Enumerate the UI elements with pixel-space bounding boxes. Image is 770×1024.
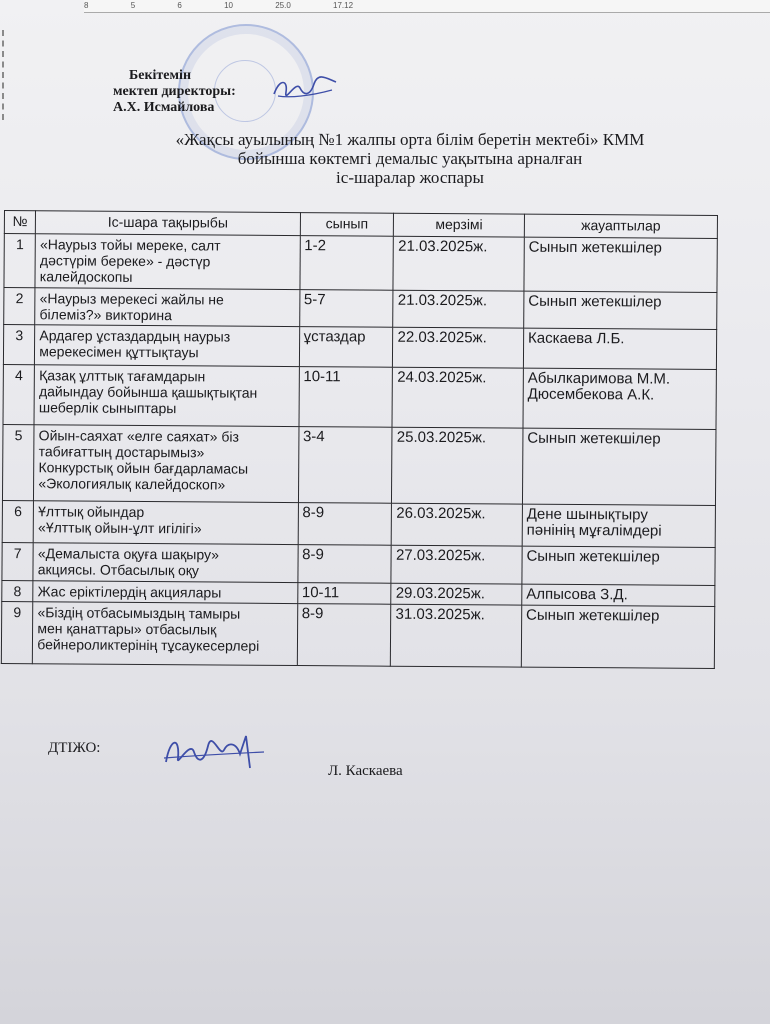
- topic-line: дәстүрім береке» - дәстүр: [39, 252, 211, 270]
- approval-position: мектеп директоры:: [113, 84, 236, 99]
- topic-line: Ұлттық ойындар: [38, 503, 145, 520]
- topic-line: шеберлік сыныптары: [38, 399, 177, 417]
- topic-line: «Наурыз тойы мереке, салт: [39, 236, 221, 254]
- topic-line: калейдоскопы: [39, 268, 133, 285]
- row-date: 26.03.2025ж.: [392, 503, 523, 546]
- table-body: [1, 234, 717, 669]
- responsible-line: Абылкаримова М.М.: [527, 369, 671, 388]
- row-class: 8-9: [298, 503, 392, 546]
- row-topic: [33, 602, 298, 666]
- strip-cell: 17.12: [333, 1, 354, 10]
- topic-line: акциясы. Отбасылық оқу: [37, 561, 200, 579]
- row-topic: [35, 325, 300, 367]
- row-number: 9: [1, 601, 33, 663]
- responsible-line: Алпысова З.Д.: [526, 585, 628, 604]
- topic-line: «Демалыста оқуға шақыру»: [37, 545, 220, 563]
- row-number: 2: [4, 288, 36, 325]
- responsible-line: Каскаева Л.Б.: [527, 329, 625, 348]
- responsible-line: Дюсембекова А.К.: [527, 385, 655, 404]
- underlying-page-strip: [84, 0, 770, 13]
- row-class: 5-7: [299, 290, 393, 328]
- row-date: 22.03.2025ж.: [393, 327, 524, 368]
- director-signature: [270, 74, 340, 102]
- row-class: 8-9: [297, 604, 391, 667]
- row-topic: [35, 288, 300, 327]
- row-date: 31.03.2025ж.: [391, 604, 522, 667]
- events-plan-table: [1, 210, 718, 669]
- table-row: [2, 542, 715, 585]
- responsible-line: Сынып жетекшілер: [528, 292, 662, 311]
- row-topic: [35, 234, 300, 290]
- title-line: бойынша көктемгі демалыс уақытына арналған: [237, 149, 583, 168]
- topic-line: дайындау бойынша қашықтықтан: [38, 383, 258, 401]
- strip-cell: 25.0: [275, 1, 291, 10]
- responsible-line: пәнінің мұғалімдері: [526, 521, 662, 540]
- column-header-class: сынып: [300, 213, 394, 237]
- responsible-line: Сынып жетекшілер: [526, 547, 660, 566]
- title-line: «Жақсы ауылының №1 жалпы орта білім беретін мектебі» КММ: [175, 130, 645, 149]
- strip-cell: 8: [84, 1, 89, 10]
- topic-line: бейнероликтерінің тұсаукесерлері: [37, 636, 260, 654]
- row-responsible: [524, 291, 717, 329]
- approval-name: А.Х. Исмайлова: [113, 100, 215, 115]
- row-class: 8-9: [297, 545, 391, 584]
- document-title: [90, 130, 730, 187]
- row-date: 27.03.2025ж.: [391, 545, 522, 584]
- row-class: 10-11: [297, 583, 391, 605]
- row-number: 8: [2, 580, 33, 601]
- topic-line: Ойын-саяхат «елге саяхат» біз: [38, 427, 239, 445]
- row-number: 1: [4, 234, 36, 288]
- topic-line: Қазақ ұлттық тағамдарын: [39, 367, 206, 385]
- row-responsible: [524, 237, 717, 292]
- topic-line: Жас еріктілердің акциялары: [37, 583, 222, 601]
- row-responsible: [522, 584, 715, 606]
- row-class: 3-4: [298, 427, 392, 504]
- row-date: 21.03.2025ж.: [393, 236, 524, 291]
- row-date: 29.03.2025ж.: [391, 583, 522, 605]
- row-responsible: [522, 504, 715, 547]
- strip-cell: 5: [130, 1, 136, 10]
- responsible-line: Сынып жетекшілер: [527, 429, 661, 448]
- row-responsible: [523, 328, 716, 369]
- row-class: 10-11: [299, 367, 393, 428]
- row-topic: [33, 581, 297, 604]
- topic-line: мерекесімен құттықтауы: [39, 343, 199, 361]
- table-row: [2, 500, 715, 547]
- responsible-signature: [160, 728, 270, 776]
- topic-line: Ардагер ұстаздардың наурыз: [39, 327, 231, 345]
- signoff-name: Л. Каскаева: [328, 763, 403, 779]
- row-date: 24.03.2025ж.: [392, 367, 523, 428]
- responsible-line: Дене шынықтыру: [526, 505, 648, 524]
- page-edge-marks: [2, 30, 10, 120]
- topic-line: «Наурыз мерекесі жайлы не: [39, 290, 224, 308]
- strip-cell: 6: [177, 1, 182, 10]
- row-class: 1-2: [299, 236, 393, 291]
- topic-line: «Біздің отбасымыздың тамыры: [37, 604, 241, 622]
- table-row: [4, 288, 717, 330]
- responsible-line: Сынып жетекшілер: [528, 238, 662, 257]
- topic-line: «Ұлттық ойын-ұлт игілігі»: [38, 519, 202, 537]
- approval-heading: Бекітемін: [129, 68, 192, 83]
- approval-block: [113, 68, 236, 116]
- title-line: іс-шаралар жоспары: [336, 168, 484, 187]
- signoff-label: ДТІЖО:: [48, 740, 101, 756]
- row-topic: [33, 501, 298, 545]
- column-header-number: №: [4, 211, 35, 234]
- responsible-line: Сынып жетекшілер: [526, 606, 660, 625]
- table-row: [3, 325, 716, 370]
- table-row: [2, 424, 716, 505]
- topic-line: мен қанаттары» отбасылық: [37, 620, 217, 638]
- row-date: 21.03.2025ж.: [393, 290, 524, 328]
- table-row: [4, 234, 717, 293]
- column-header-topic: Іс-шара тақырыбы: [36, 211, 300, 236]
- row-number: 5: [2, 424, 34, 500]
- row-topic: [33, 543, 298, 583]
- row-topic: [34, 365, 299, 427]
- table-row: [3, 364, 716, 429]
- row-class: ұстаздар: [299, 327, 393, 368]
- column-header-responsible: жауаптылар: [524, 214, 717, 238]
- topic-line: Конкурстық ойын бағдарламасы: [38, 459, 249, 477]
- row-responsible: [522, 546, 715, 585]
- strip-cell: 10: [224, 1, 233, 10]
- column-header-date: мерзімі: [394, 213, 525, 237]
- row-responsible: [522, 428, 716, 505]
- table-row: [1, 601, 714, 668]
- row-date: 25.03.2025ж.: [392, 427, 523, 504]
- row-number: 7: [2, 542, 34, 580]
- row-responsible: [521, 605, 715, 668]
- topic-line: «Экологиялық калейдоскоп»: [38, 475, 226, 493]
- topic-line: білеміз?» викторина: [39, 306, 173, 324]
- row-number: 6: [2, 500, 34, 542]
- row-number: 3: [3, 325, 35, 365]
- row-topic: [34, 425, 299, 503]
- row-responsible: [523, 368, 717, 429]
- topic-line: табиғаттың достарымыз»: [38, 443, 205, 461]
- row-number: 4: [3, 364, 35, 424]
